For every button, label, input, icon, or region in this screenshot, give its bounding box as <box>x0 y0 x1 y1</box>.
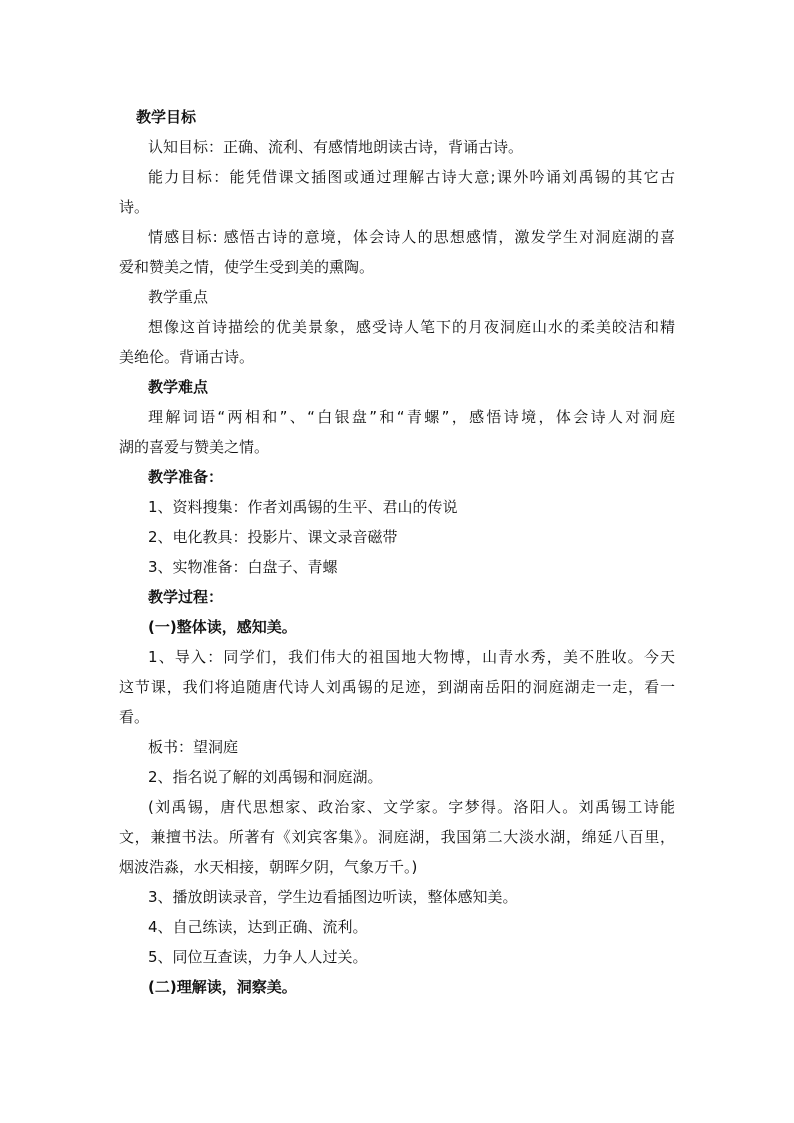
ability-goal-line-1: 能力目标：能凭借课文插图或通过理解古诗大意;课外吟诵刘禹锡的其它古 <box>148 168 675 186</box>
step-4: 4、自己练读，达到正确、流利。 <box>148 918 368 936</box>
intro-line-1: 1、导入：同学们，我们伟大的祖国地大物博，山青水秀，美不胜收。今天 <box>148 648 675 666</box>
cognitive-goal: 认知目标：正确、流利、有感情地朗读古诗，背诵古诗。 <box>148 138 524 156</box>
note-line-1: (刘禹锡，唐代思想家、政治家、文学家。字梦得。洛阳人。刘禹锡工诗能 <box>148 798 675 816</box>
note-line-2: 文，兼擅书法。所著有《刘宾客集》。洞庭湖，我国第二大淡水湖，绵延八百里， <box>119 828 675 846</box>
intro-line-3: 看。 <box>119 708 150 726</box>
section-1-heading: (一)整体读，感知美。 <box>148 618 297 636</box>
prep-item-1: 1、资料搜集：作者刘禹锡的生平、君山的传说 <box>148 498 458 516</box>
board-writing: 板书：望洞庭 <box>148 738 239 756</box>
heading-process: 教学过程： <box>148 588 224 606</box>
key-points-line-1: 想像这首诗描绘的优美景象，感受诗人笔下的月夜洞庭山水的柔美皎洁和精 <box>148 318 675 336</box>
emotion-goal-line-2: 爱和赞美之情，使学生受到美的熏陶。 <box>119 258 375 276</box>
ability-goal-line-2: 诗。 <box>119 198 150 216</box>
prep-item-3: 3、实物准备：白盘子、青螺 <box>148 558 338 576</box>
difficulties-line-1: 理解词语“两相和”、“白银盘”和“青螺”，感悟诗境，体会诗人对洞庭 <box>148 408 675 426</box>
prep-item-2: 2、电化教具：投影片、课文录音磁带 <box>148 528 398 546</box>
step-2: 2、指名说了解的刘禹锡和洞庭湖。 <box>148 768 383 786</box>
step-5: 5、同位互查读，力争人人过关。 <box>148 948 368 966</box>
heading-preparation: 教学准备： <box>148 468 224 486</box>
section-2-heading: (二)理解读，洞察美。 <box>148 978 297 996</box>
step-3: 3、播放朗读录音，学生边看插图边听读，整体感知美。 <box>148 888 518 906</box>
emotion-goal-line-1: 情感目标: 感悟古诗的意境，体会诗人的思想感情，激发学生对洞庭湖的喜 <box>148 228 675 246</box>
heading-teaching-goals: 教学目标 <box>136 108 197 126</box>
intro-line-2: 这节课，我们将追随唐代诗人刘禹锡的足迹，到湖南岳阳的洞庭湖走一走，看一 <box>119 678 675 696</box>
document-page <box>119 102 675 1002</box>
note-line-3: 烟波浩淼，水天相接，朝晖夕阴，气象万千。) <box>119 858 418 876</box>
heading-difficulties: 教学难点 <box>148 378 209 396</box>
heading-key-points: 教学重点 <box>148 288 209 306</box>
key-points-line-2: 美绝伦。背诵古诗。 <box>119 348 255 366</box>
difficulties-line-2: 湖的喜爱与赞美之情。 <box>119 438 270 456</box>
